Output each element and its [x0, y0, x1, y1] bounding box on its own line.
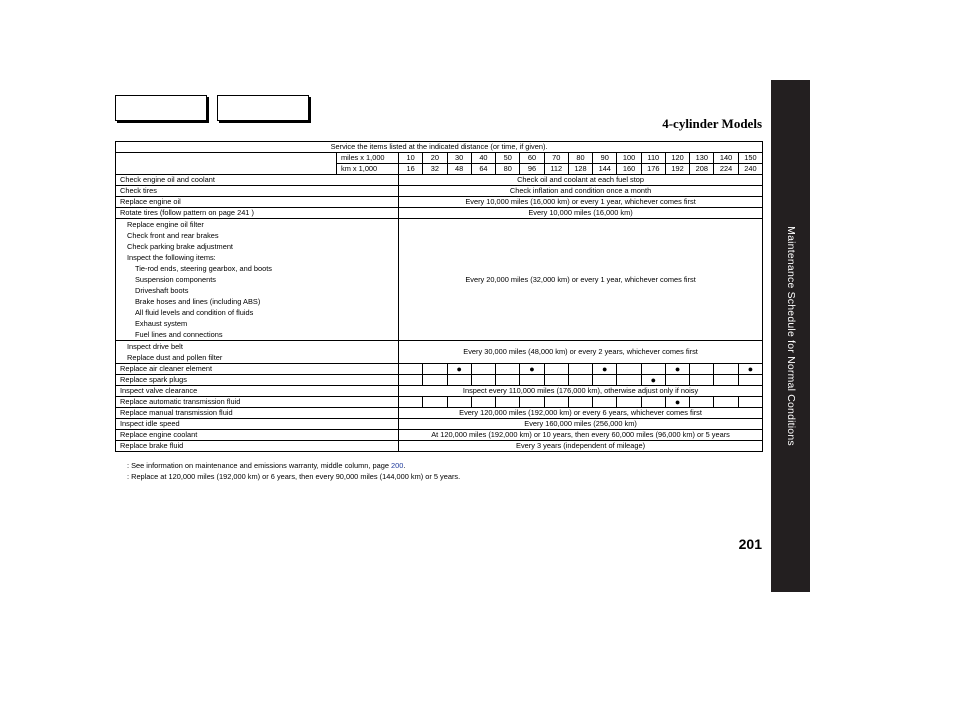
item-cell-group	[116, 219, 399, 341]
miles-cell: 140	[714, 153, 738, 164]
miles-cell: 10	[399, 153, 423, 164]
km-cell: 160	[617, 164, 641, 175]
miles-cell: 110	[641, 153, 665, 164]
service-dot: ●	[520, 364, 544, 375]
miles-cell: 100	[617, 153, 641, 164]
interval-cell	[690, 375, 714, 386]
miles-cell: 50	[496, 153, 520, 164]
item-cell: Inspect valve clearance	[116, 386, 399, 397]
service-dot: ●	[665, 397, 689, 408]
interval-cell: At 120,000 miles (192,000 km) or 10 years, then every 60,000 miles (96,000 km) or 5 years	[399, 430, 763, 441]
table-row	[116, 219, 763, 341]
km-cell: 16	[399, 164, 423, 175]
interval-cell	[641, 397, 665, 408]
km-cell: 128	[568, 164, 592, 175]
table-row	[116, 197, 763, 208]
km-cell: 48	[447, 164, 471, 175]
interval-cell: Every 10,000 miles (16,000 km) or every 1 year, whichever comes first	[399, 197, 763, 208]
interval-cell: Inspect every 110,000 miles (176,000 km), otherwise adjust only if noisy	[399, 386, 763, 397]
service-dot: ●	[641, 375, 665, 386]
interval-cell	[641, 364, 665, 375]
section-side-tab[interactable]	[771, 80, 810, 592]
miles-cell: 90	[593, 153, 617, 164]
miles-cell: 120	[665, 153, 689, 164]
footnote-1	[127, 460, 460, 471]
km-cell: 64	[471, 164, 495, 175]
maintenance-schedule-table	[115, 141, 763, 452]
footnote-2: : Replace at 120,000 miles (192,000 km) or 6 years, then every 90,000 miles (144,000 km) or 5 years.	[127, 472, 461, 481]
interval-cell	[617, 375, 641, 386]
interval-cell	[714, 397, 738, 408]
service-dot: ●	[665, 364, 689, 375]
km-label: km x 1,000	[337, 164, 399, 175]
interval-cell	[593, 375, 617, 386]
nav-button-next[interactable]	[217, 95, 309, 121]
interval-cell: Check oil and coolant at each fuel stop	[399, 175, 763, 186]
interval-cell	[471, 375, 495, 386]
interval-cell	[496, 375, 520, 386]
interval-cell: Every 160,000 miles (256,000 km)	[399, 419, 763, 430]
interval-cell	[496, 397, 520, 408]
table-intro: Service the items listed at the indicated distance (or time, if given).	[116, 142, 763, 153]
table-row	[116, 430, 763, 441]
item-cell: Replace manual transmission fluid	[116, 408, 399, 419]
interval-cell: Every 3 years (independent of mileage)	[399, 441, 763, 452]
table-row	[116, 397, 763, 408]
item-line: Inspect drive belt	[127, 342, 183, 351]
interval-cell	[399, 397, 423, 408]
interval-cell	[399, 375, 423, 386]
km-cell: 208	[690, 164, 714, 175]
item-cell: Replace air cleaner element	[116, 364, 399, 375]
table-row	[116, 441, 763, 452]
km-cell: 32	[423, 164, 447, 175]
item-cell: Replace brake fluid	[116, 441, 399, 452]
interval-cell: Every 10,000 miles (16,000 km)	[399, 208, 763, 219]
item-line: All fluid levels and condition of fluids	[135, 308, 254, 317]
interval-cell	[617, 397, 641, 408]
header-blank-cell	[116, 153, 337, 175]
miles-cell: 20	[423, 153, 447, 164]
interval-cell: Check inflation and condition once a month	[399, 186, 763, 197]
item-cell: Replace engine coolant	[116, 430, 399, 441]
interval-cell	[423, 375, 447, 386]
table-row	[116, 419, 763, 430]
interval-cell	[544, 397, 568, 408]
item-cell: Replace spark plugs	[116, 375, 399, 386]
km-cell: 176	[641, 164, 665, 175]
interval-cell	[690, 397, 714, 408]
table-row	[116, 408, 763, 419]
miles-cell: 30	[447, 153, 471, 164]
miles-cell: 40	[471, 153, 495, 164]
table-intro-row	[116, 142, 763, 153]
interval-cell	[714, 375, 738, 386]
interval-cell	[738, 397, 762, 408]
interval-cell	[520, 397, 544, 408]
interval-cell	[568, 375, 592, 386]
interval-cell	[544, 364, 568, 375]
service-dot: ●	[738, 364, 762, 375]
page-number: 201	[738, 536, 762, 552]
service-dot: ●	[593, 364, 617, 375]
miles-label: miles x 1,000	[337, 153, 399, 164]
footnote-1-page-link[interactable]: 200	[391, 461, 404, 470]
table-row	[116, 375, 763, 386]
nav-button-previous[interactable]	[115, 95, 207, 121]
interval-cell	[593, 397, 617, 408]
item-line: Tie-rod ends, steering gearbox, and boots	[135, 264, 272, 273]
footnotes	[127, 460, 460, 482]
miles-cell: 150	[738, 153, 762, 164]
miles-cell: 80	[568, 153, 592, 164]
interval-cell	[738, 375, 762, 386]
interval-cell	[423, 364, 447, 375]
km-cell: 96	[520, 164, 544, 175]
item-line: Check parking brake adjustment	[127, 242, 233, 251]
interval-cell	[399, 364, 423, 375]
interval-cell	[423, 397, 447, 408]
interval-cell: Every 120,000 miles (192,000 km) or every 6 years, whichever comes first	[399, 408, 763, 419]
item-line: Exhaust system	[135, 319, 188, 328]
item-cell-group	[116, 341, 399, 364]
item-cell: Check tires	[116, 186, 399, 197]
item-line: Fuel lines and connections	[135, 330, 223, 339]
item-line: Driveshaft boots	[135, 286, 189, 295]
item-cell: Inspect idle speed	[116, 419, 399, 430]
table-row	[116, 175, 763, 186]
section-title: 4-cylinder Models	[662, 116, 762, 131]
item-line: Check front and rear brakes	[127, 231, 219, 240]
item-line: Suspension components	[135, 275, 216, 284]
interval-cell: Every 30,000 miles (48,000 km) or every 2 years, whichever comes first	[399, 341, 763, 364]
miles-header-row	[116, 153, 763, 164]
table-row	[116, 364, 763, 375]
interval-cell	[471, 397, 495, 408]
km-cell: 224	[714, 164, 738, 175]
item-line: Inspect the following items:	[127, 253, 216, 262]
footnote-1-end: .	[403, 461, 406, 470]
table-row	[116, 341, 763, 364]
table-row	[116, 208, 763, 219]
miles-cell: 70	[544, 153, 568, 164]
item-cell: Rotate tires (follow pattern on page 241 )	[116, 208, 399, 219]
miles-cell: 60	[520, 153, 544, 164]
item-line: Brake hoses and lines (including ABS)	[135, 297, 261, 306]
interval-cell	[544, 375, 568, 386]
interval-cell	[520, 375, 544, 386]
item-cell: Check engine oil and coolant	[116, 175, 399, 186]
interval-cell	[447, 397, 471, 408]
interval-cell	[568, 397, 592, 408]
item-cell: Replace engine oil	[116, 197, 399, 208]
item-line: Replace engine oil filter	[127, 220, 204, 229]
km-cell: 192	[665, 164, 689, 175]
km-cell: 80	[496, 164, 520, 175]
side-tab-label: Maintenance Schedule for Normal Conditions	[784, 226, 797, 446]
footnote-1-text: : See information on maintenance and emissions warranty, middle column, page	[127, 461, 389, 470]
interval-cell	[471, 364, 495, 375]
km-cell: 112	[544, 164, 568, 175]
item-cell: Replace automatic transmission fluid	[116, 397, 399, 408]
miles-cell: 130	[690, 153, 714, 164]
km-cell: 240	[738, 164, 762, 175]
interval-cell	[568, 364, 592, 375]
interval-cell	[690, 364, 714, 375]
service-dot: ●	[447, 364, 471, 375]
table-row	[116, 186, 763, 197]
table-row	[116, 386, 763, 397]
interval-cell	[496, 364, 520, 375]
interval-cell	[714, 364, 738, 375]
item-line: Replace dust and pollen filter	[127, 353, 223, 362]
interval-cell: Every 20,000 miles (32,000 km) or every 1 year, whichever comes first	[399, 219, 763, 341]
interval-cell	[447, 375, 471, 386]
interval-cell	[665, 375, 689, 386]
interval-cell	[617, 364, 641, 375]
km-cell: 144	[593, 164, 617, 175]
